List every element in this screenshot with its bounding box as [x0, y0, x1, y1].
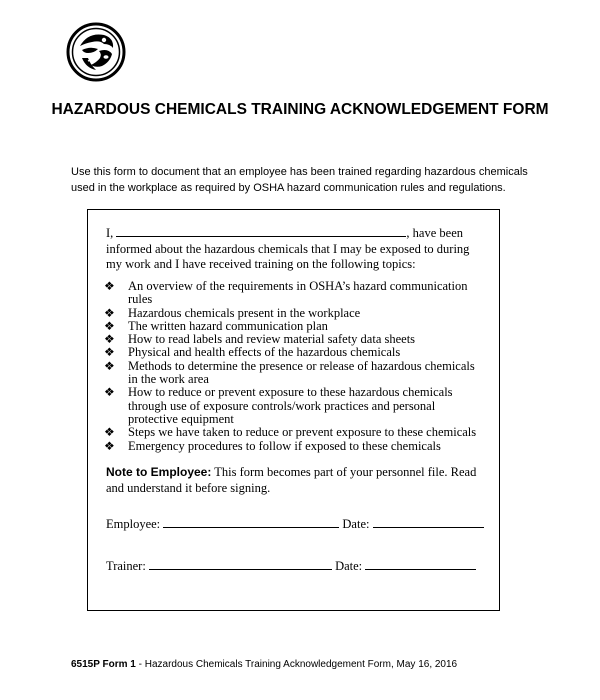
list-item [104, 333, 486, 346]
topic-text: How to reduce or prevent exposure to these hazardous chemicals through use of exposure controls/work practices and personal protective equipment [128, 385, 453, 426]
trainer-label: Trainer: [106, 559, 146, 573]
training-topics-list [104, 280, 486, 453]
employee-signature-row [106, 516, 496, 532]
trainer-date-field[interactable] [365, 559, 476, 570]
topic-text: Steps we have taken to reduce or prevent exposure to these chemicals [128, 425, 477, 440]
list-item [104, 360, 486, 387]
topic-text: Methods to determine the presence or release of hazardous chemicals in the work area [128, 358, 475, 387]
employee-date-field[interactable] [373, 517, 484, 528]
tribal-logo-icon [66, 22, 126, 82]
list-item [104, 426, 486, 439]
topic-text: The written hazard communication plan [128, 318, 328, 333]
trainer-signature-row [106, 558, 496, 574]
employee-signature-field[interactable] [163, 517, 339, 528]
footer-form-id: 6515P Form 1 [71, 659, 136, 670]
diamond-bullet-icon: ❖ [104, 318, 115, 333]
employee-label: Employee: [106, 517, 161, 531]
trainer-date-label: Date: [335, 559, 363, 573]
topic-text: Emergency procedures to follow if exposed to these chemicals [128, 438, 441, 453]
note-label: Note to Employee: [106, 465, 212, 479]
employee-date-label: Date: [342, 517, 370, 531]
diamond-bullet-icon: ❖ [104, 345, 115, 360]
statement-suffix: , have been informed about the hazardous chemicals that I may be exposed to during my work and I have received training on the following topics: [106, 226, 470, 271]
topic-text: An overview of the requirements in OSHA’s hazard communication rules [128, 279, 468, 307]
list-item [104, 440, 486, 453]
list-item [104, 346, 486, 359]
diamond-bullet-icon: ❖ [104, 279, 115, 293]
diamond-bullet-icon: ❖ [104, 425, 115, 440]
list-item [104, 320, 486, 333]
employee-name-field[interactable] [116, 226, 406, 237]
list-item [104, 280, 486, 307]
acknowledgement-box [87, 209, 500, 611]
statement-prefix: I, [106, 226, 114, 240]
list-item [104, 386, 486, 426]
topic-text: Hazardous chemicals present in the workplace [128, 305, 361, 320]
note-text: This form becomes part of your personnel file. Read and understand it before signing. [106, 465, 477, 495]
page-footer [71, 658, 457, 672]
topic-text: How to read labels and review material safety data sheets [128, 332, 416, 347]
intro-text: Use this form to document that an employee has been trained regarding hazardous chemicals used in the workplace as required by OSHA hazard communication rules and regulations. [71, 166, 528, 194]
diamond-bullet-icon: ❖ [104, 305, 115, 320]
topic-text: Physical and health effects of the hazardous chemicals [128, 345, 401, 360]
diamond-bullet-icon: ❖ [104, 438, 115, 453]
acknowledgement-statement [106, 226, 486, 273]
list-item [104, 307, 486, 320]
page-title: HAZARDOUS CHEMICALS TRAINING ACKNOWLEDGEMENT FORM [51, 101, 549, 118]
footer-text: - Hazardous Chemicals Training Acknowledgement Form, May 16, 2016 [135, 659, 458, 670]
note-to-employee [106, 464, 491, 496]
trainer-signature-field[interactable] [149, 559, 332, 570]
diamond-bullet-icon: ❖ [104, 385, 115, 400]
diamond-bullet-icon: ❖ [104, 332, 115, 347]
diamond-bullet-icon: ❖ [104, 358, 115, 373]
